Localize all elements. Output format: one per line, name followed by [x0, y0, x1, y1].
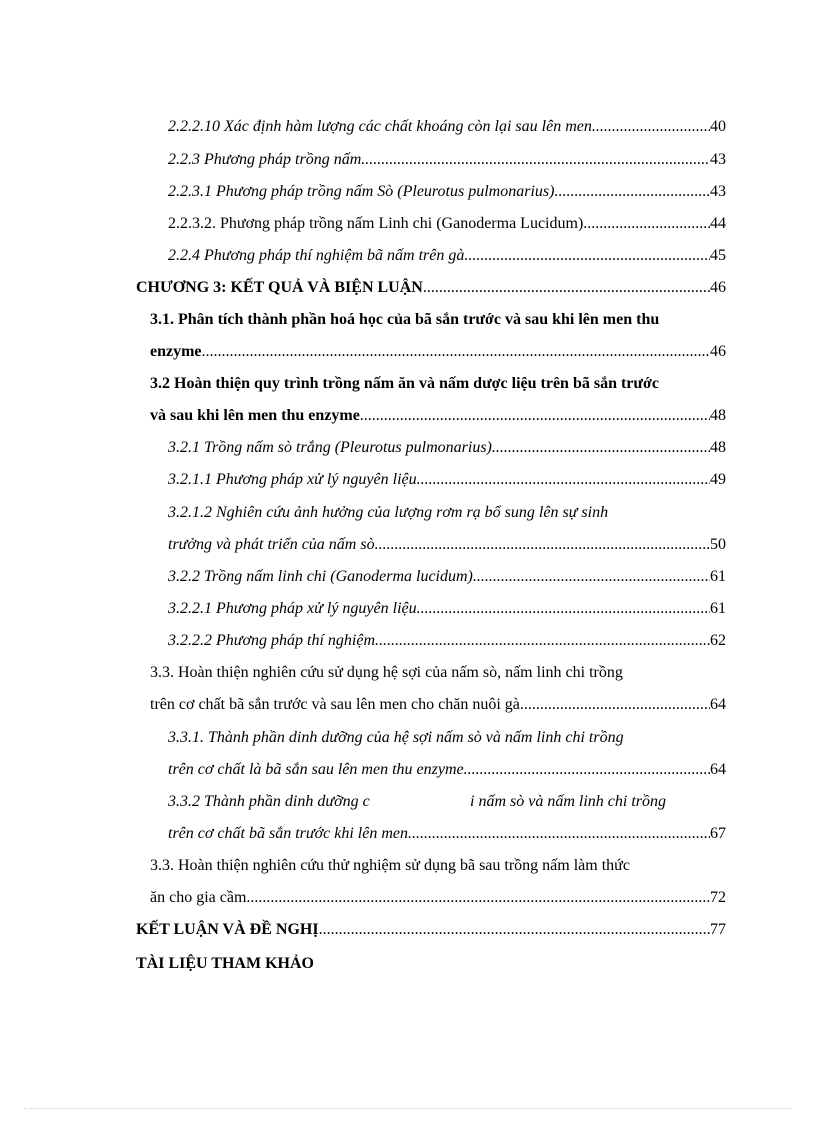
toc-page-number: 64 [710, 696, 726, 713]
toc-entry[interactable] [168, 631, 726, 651]
toc-entry-line1[interactable] [150, 310, 719, 330]
toc-page-number: 50 [710, 536, 726, 553]
dot-leader [587, 214, 710, 234]
toc-entry[interactable] [150, 888, 726, 908]
toc-page-number: 43 [710, 151, 726, 168]
dot-leader [520, 695, 710, 715]
toc-entry-title: trên cơ chất là bã sắn sau lên men thu enzyme [168, 761, 464, 778]
toc-chapter-entry[interactable] [136, 278, 726, 298]
toc-entry-title: 2.2.2.10 Xác định hàm lượng các chất khoáng còn lại sau lên men [168, 118, 592, 135]
toc-chapter-entry[interactable] [136, 920, 726, 940]
toc-entry-title: TÀI LIỆU THAM KHẢO [136, 955, 314, 972]
dot-leader [319, 920, 710, 940]
toc-entry-title: CHƯƠNG 3: KẾT QUẢ VÀ BIỆN LUẬN [136, 279, 423, 296]
toc-page-number: 43 [710, 183, 726, 200]
toc-page-number: 45 [710, 247, 726, 264]
toc-entry-line1[interactable] [168, 503, 608, 523]
toc-page-number: 48 [710, 407, 726, 424]
toc-entry-line1[interactable] [150, 374, 659, 394]
toc-page-number: 61 [710, 568, 726, 585]
toc-entry[interactable] [168, 214, 726, 234]
toc-page-number: 61 [710, 600, 726, 617]
toc-entry[interactable] [150, 342, 726, 362]
toc-entry-title: 3.2.2.1 Phương pháp xử lý nguyên liệu [168, 600, 417, 617]
toc-page-number: 62 [710, 632, 726, 649]
toc-entry-line1[interactable] [168, 792, 370, 812]
toc-entry-title: 2.2.3.2. Phương pháp trồng nấm Linh chi (Ganoderma Lucidum). [168, 215, 588, 232]
toc-entry[interactable] [168, 535, 726, 555]
toc-entry[interactable] [168, 760, 726, 780]
toc-page-number: 64 [710, 761, 726, 778]
toc-entry-title: i nấm sò và nấm linh chi trồng [470, 793, 666, 810]
toc-entry-title: 2.2.3 Phương pháp trồng nấm [168, 151, 362, 168]
toc-page-number: 72 [710, 889, 726, 906]
toc-entry-title: 3.3. Hoàn thiện nghiên cứu thử nghiệm sử dụng bã sau trồng nấm làm thức [150, 857, 630, 874]
toc-entry-title: và sau khi lên men thu enzyme [150, 407, 360, 424]
toc-entry[interactable] [168, 470, 726, 490]
dot-leader [464, 246, 710, 266]
toc-page-number: 49 [710, 471, 726, 488]
toc-entry-title: trưởng và phát triển của nấm sò [168, 536, 375, 553]
toc-page-number: 40 [710, 118, 726, 135]
toc-entry-title: enzyme [150, 343, 202, 360]
toc-entry-title: 3.3.2 Thành phần dinh dưỡng c [168, 793, 370, 810]
toc-entry-title: trên cơ chất bã sắn trước và sau lên men cho chăn nuôi gà [150, 696, 520, 713]
toc-entry-title: trên cơ chất bã sắn trước khi lên men [168, 825, 408, 842]
toc-page-number: 46 [710, 343, 726, 360]
toc-entry-title: 2.2.3.1 Phương pháp trồng nấm Sò (Pleurotus pulmonarius) [168, 183, 555, 200]
toc-entry-title: 3.2.2 Trồng nấm linh chi (Ganoderma lucidum) [168, 568, 473, 585]
toc-entry-line1[interactable] [168, 728, 624, 748]
toc-entry-title: 3.2.1.1 Phương pháp xử lý nguyên liệu [168, 471, 417, 488]
dot-leader [408, 824, 710, 844]
toc-entry-title: 3.2.2.2 Phương pháp thí nghiệm [168, 632, 376, 649]
toc-entry-line1[interactable] [150, 856, 630, 876]
toc-entry-title: 3.3.1. Thành phần dinh dưỡng của hệ sợi nấm sò và nấm linh chi trồng [168, 729, 624, 746]
toc-entry-title: 2.2.4 Phương pháp thí nghiệm bã nấm trên gà [168, 247, 465, 264]
toc-entry-line1[interactable] [150, 663, 623, 683]
toc-entry-title: 3.2.1 Trồng nấm sò trắng (Pleurotus pulmonarius) [168, 439, 492, 456]
dot-leader [360, 406, 710, 426]
dot-leader [246, 888, 710, 908]
toc-entry-title: 3.2.1.2 Nghiên cứu ảnh hưởng của lượng rơm rạ bổ sung lên sự sinh [168, 504, 609, 521]
toc-entry[interactable] [168, 182, 726, 202]
toc-entry-title: 3.3. Hoàn thiện nghiên cứu sử dụng hệ sợi của nấm sò, nấm linh chi trồng [150, 664, 623, 681]
toc-page-number: 46 [710, 279, 726, 296]
dot-leader [423, 278, 710, 298]
dot-leader [592, 117, 710, 137]
dot-leader [417, 599, 710, 619]
footer-dotted-rule [24, 1108, 792, 1109]
toc-entry-title: ăn cho gia cầm [150, 889, 247, 906]
toc-entry[interactable] [168, 567, 726, 587]
toc-page-number: 44 [710, 215, 726, 232]
dot-leader [473, 567, 710, 587]
toc-entry[interactable] [168, 599, 726, 619]
dot-leader [375, 535, 710, 555]
dot-leader [464, 760, 710, 780]
toc-entry-title: 3.2 Hoàn thiện quy trình trồng nấm ăn và nấm dược liệu trên bã sắn trước [150, 375, 659, 392]
toc-entry[interactable] [168, 246, 726, 266]
toc-entry-line1-tail[interactable] [470, 792, 666, 812]
toc-entry[interactable] [150, 695, 726, 715]
toc-entry[interactable] [150, 406, 726, 426]
dot-leader [361, 150, 710, 170]
dot-leader [492, 438, 710, 458]
toc-page-number: 48 [710, 439, 726, 456]
toc-entry[interactable] [168, 117, 726, 137]
toc-chapter-entry[interactable] [136, 954, 314, 974]
toc-entry-title: 3.1. Phân tích thành phần hoá học của bã sắn trước và sau khi lên men thu [150, 311, 660, 328]
toc-entry[interactable] [168, 150, 726, 170]
toc-entry[interactable] [168, 438, 726, 458]
dot-leader [417, 470, 710, 490]
dot-leader [554, 182, 710, 202]
dot-leader [202, 342, 710, 362]
toc-entry[interactable] [168, 824, 726, 844]
dot-leader [375, 631, 710, 651]
toc-entry-title: KẾT LUẬN VÀ ĐỀ NGHỊ [136, 921, 319, 938]
toc-page-number: 67 [710, 825, 726, 842]
toc-page-number: 77 [710, 921, 726, 938]
